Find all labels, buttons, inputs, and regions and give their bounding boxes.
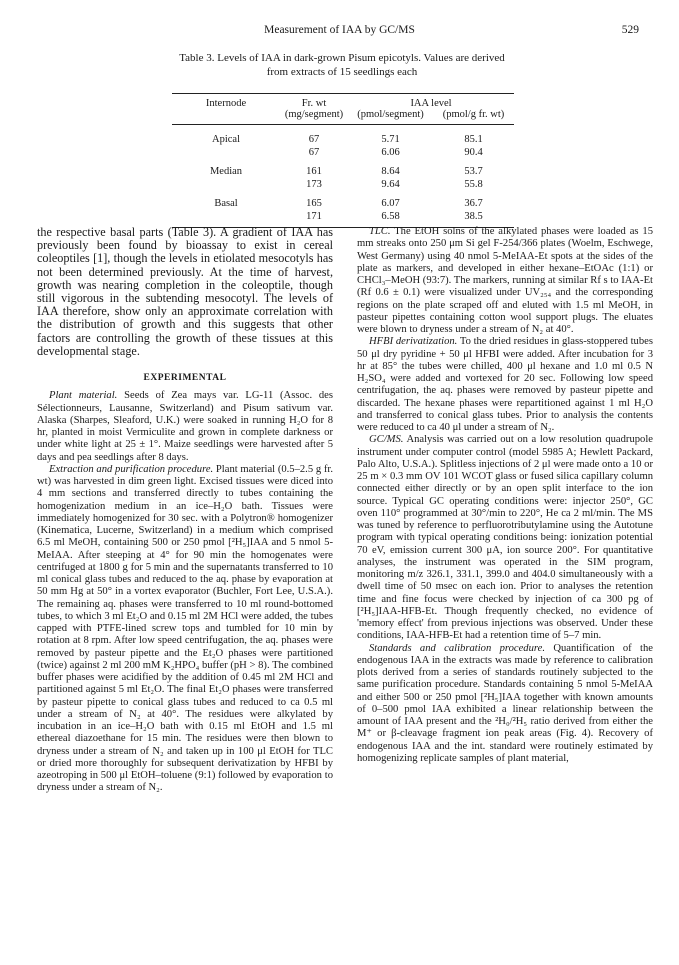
- header-blank: [172, 109, 280, 120]
- pmol-segment-cell: 6.07: [381, 198, 400, 209]
- pmol-segment-cell: 6.06: [381, 147, 400, 158]
- right-text-column: [357, 226, 653, 765]
- running-title: Measurement of IAA by GC/MS: [264, 24, 415, 36]
- table-header-row-1: [172, 98, 514, 109]
- frwt-cell: 165: [306, 198, 322, 209]
- pmol-segment-cell: 6.58: [381, 211, 400, 222]
- pmol-segment-cell: 5.71: [381, 134, 400, 145]
- extraction-text: Plant material (0.5–2.5 g fr. wt) was harvested in dim green light. Excised tissues were diced into 4 mm sections and transferred directly to tubes containing the homogenization medium in an ice–H₂O bath. Tissues were immediately homogenized for 30 sec. with a Polytron® homogenizer (Kinematica, Lucerne, Switzerland) in a medium which comprised 6.5 ml MeOH, containing 500 or 250 pmol [²H₅]IAA and 5 nmol 5-MeIAA. After steeping at 4° for 90 min the homogenates were centrifuged at 1800 g for 5 min and the supernatants transferred to 10 ml conical glass tubes and reduced to the aq. phase by evaporation at 50 mm Hg at 50° in a vortex evaporator (Buchler, Fort Lee, U.S.A.). The remaining aq. phases were transferred to 10 ml round-bottomed tubes, to which 3 ml Et₂O and 0.15 ml 2M HCl were added, the tubes capped with PTFE-lined screw tops and tumbled for 10 min by rotation at 8 rpm. After low speed centrifugation, the aq. phases were removed by pasteur pipette and the Et₂O phases were partitioned (twice) against 2 ml 200 mM K₂HPO₄ buffer (pH > 8). The combined buffer phases were acidified by the addition of 0.45 ml 2M HCl and partitioned against 5 ml Et₂O. The final Et₂O phases were transferred by pasteur pipette to conical glass tubes and reduced to ca 0.5 ml under a stream of N₂ at 40°. The residues were alkylated by incubation in an ice–H₂O bath with 0.15 ml EtOH and 1.5 ml ethereal diazoethane for 15 min. The residues were then blown to dryness under a stream of N₂ and taken up in 100 μl EtOH for TLC or dried more thoroughly for subsequent derivatization by HFBI by azeotroping in 500 μl EtOH–toluene (9:1) followed by evaporation to dryness under a stream of N₂.: [37, 463, 333, 794]
- header-internode: Internode: [205, 98, 247, 109]
- gcms-title: GC/MS.: [369, 434, 404, 446]
- table-row: [172, 210, 514, 223]
- hfbi-title: HFBI derivatization.: [369, 336, 458, 348]
- internode-cell: Median: [209, 166, 243, 177]
- table-body: [172, 133, 514, 223]
- tlc-text: The EtOH solns of the alkylated phases were loaded as 15 mm streaks onto 250 μm Si gel F-254/366 plates (Woelm, Eschwege, West Germany) using 40 nmol 5-MeIAA-Et spots at the sides of the plate as markers, and developed in either hexane–EtOAc (1:1) or CHCl₃–MeOH (93:7). The markers, running at similar Rf s to IAA-Et (Rf 0.6 ± 0.1) were visualized under UV₂₅₄ and the corresponding regions on the plate scraped off and eluted with 1.5 ml MeOH, in pasteur pipettes containing cotton wool support plugs. The eluates were blown to dryness under a stream of N₂ at 40°.: [357, 226, 653, 335]
- plant-material-text: Seeds of Zea mays var. LG-11 (Assoc. des Sélectionneurs, Lausanne, Switzerland) and Pisum sativum var. Alaska (Sharpes, Sleaford, U.K.) were soaked in running H₂O for 8 hr, planted in moist Vermiculite and grown in complete darkness or under white light at 25 ± 1°. Maize seedlings were harvested after 5 days and pea seedlings after 8 days.: [37, 390, 334, 463]
- table-row: [172, 197, 514, 210]
- standards-text: Quantification of the endogenous IAA in the extracts was made by reference to calibration plots derived from a series of standards routinely subjected to the same purification procedure. Standards containing 5 nmol 5-MeIAA and either 500 or 250 pmol [²H₅]IAA together with known amounts of 0–500 pmol IAA exhibited a linear relationship between the amount of IAA present and the ²H₀/²H₅ ratio derived from either the M⁺ or β-cleavage fragment ion peak areas (Fig. 4). Recovery of endogenous IAA and the int. standard were routinely estimated by homogenizing replicate samples of plant material,: [357, 642, 653, 764]
- intro-paragraph: the respective basal parts (Table 3). A gradient of IAA has previously been found by bioassay to exist in cereal coleoptiles [1], though the levels in etiolated mesocotyls has not been determined previously. At the time of harvest, growth was nearing completion in the coleoptile, though still vigorous in the subtending mesocotyl. The levels of IAA therefore, show only an approximate correlation with the distribution of growth and this suggests that other factors are controlling the growth of these tissues at this developmental stage.: [37, 225, 333, 358]
- frwt-cell: 67: [308, 147, 320, 158]
- table-row: [172, 165, 514, 178]
- pmol-g-cell: 36.7: [464, 198, 483, 209]
- internode-cell: [172, 178, 280, 191]
- internode-cell: [172, 210, 280, 223]
- hfbi-text: To the dried residues in glass-stoppered tubes 50 μl dry pyridine + 50 μl HFBI were added. After incubation for 3 hr at 85° the tubes were chilled, 400 μl hexane and 1.0 ml 0.5 N H₂SO₄ were added and vortexed for 20 sec. Following low speed centrifugation, the aq. phases were removed by pasteur pipette and discarded. The hexane phases were repartitioned against 1 ml H₂O and transferred to conical glass tubes. Prior to analysis the contents were reduced to ca 40 μl under a stream of N₂.: [357, 336, 653, 433]
- caption-line-1: Table 3. Levels of IAA in dark-grown Pisum epicotyls. Values are derived: [179, 52, 505, 64]
- table-caption: [162, 52, 522, 79]
- frwt-cell: 67: [308, 134, 320, 145]
- frwt-cell: 173: [306, 179, 322, 190]
- plant-material-title: Plant material.: [49, 390, 118, 402]
- frwt-cell: 161: [306, 166, 322, 177]
- section-heading: EXPERIMENTAL: [143, 373, 227, 384]
- standards-paragraph: [357, 643, 653, 766]
- pmol-segment-cell: 8.64: [381, 166, 400, 177]
- table-row: [172, 146, 514, 159]
- internode-cell: Basal: [214, 198, 238, 209]
- tlc-title: TLC.: [369, 226, 391, 237]
- pmol-g-cell: 53.7: [464, 166, 483, 177]
- standards-title: Standards and calibration procedure.: [369, 642, 545, 654]
- header-mg-segment: (mg/segment): [284, 109, 344, 120]
- plant-material-paragraph: [37, 390, 333, 464]
- iaa-levels-table: [172, 93, 514, 228]
- hfbi-paragraph: [357, 336, 653, 434]
- gcms-paragraph: [357, 434, 653, 642]
- table-header-row-2: [172, 109, 514, 120]
- header-pmol-g: (pmol/g fr. wt): [442, 109, 505, 120]
- pmol-g-cell: 85.1: [464, 134, 483, 145]
- caption-line-2: from extracts of 15 seedlings each: [266, 65, 418, 78]
- tlc-paragraph: [357, 226, 653, 336]
- left-text-column: [37, 226, 333, 795]
- pmol-g-cell: 38.5: [464, 211, 483, 222]
- page-number: 529: [621, 24, 639, 36]
- internode-cell: Apical: [212, 134, 240, 145]
- frwt-cell: 171: [306, 211, 322, 222]
- pmol-g-cell: 90.4: [464, 147, 483, 158]
- pmol-g-cell: 55.8: [464, 179, 483, 190]
- internode-cell: [172, 146, 280, 159]
- gcms-text: Analysis was carried out on a low resolution quadrupole instrument under computer control (model 5985 A; Hewlett Packard, Palo Alto, U.S.A.). Splitless injections of 2 μl were made onto a 10 or 25 m × 0.3 mm OV 101 WCOT glass or fused silica capillary column connected either directly or by an open split interface to the ion source. Typical GC operating conditions were: injector 250°, GC oven 110° programmed at 30°/min to 220°, He ca 2 ml/min. The MS was tuned by reference to perfluorotributylamine using the Autotune program with typical operating conditions being: ionization potential 70 eV, emission current 300 μA, ion source 200°. For quantitative analyses, the instrument was operated in the SIM program, monitoring m/z 326.1, 331.1, 399.0 and 404.0 simultaneously with a dwell time of 50 msec on each ion. Prior to analyses the retention time and fine focus were checked by injection of ca 300 pg of [²H₅]IAA-HFB-Et. Though frequently checked, no evidence of 'memory effect' from previous injections was observed. Under these conditions, IAA-HFB-Et had a retention time of 5–7 min.: [357, 434, 653, 642]
- header-iaa-level: IAA level: [410, 98, 452, 109]
- pmol-segment-cell: 9.64: [381, 179, 400, 190]
- table-row: [172, 178, 514, 191]
- extraction-paragraph: [37, 464, 333, 795]
- header-pmol-segment: (pmol/segment): [357, 109, 424, 120]
- extraction-title: Extraction and purification procedure.: [49, 463, 214, 475]
- table-row: [172, 133, 514, 146]
- table-top-rule: [172, 93, 514, 94]
- header-frwt: Fr. wt: [301, 98, 327, 109]
